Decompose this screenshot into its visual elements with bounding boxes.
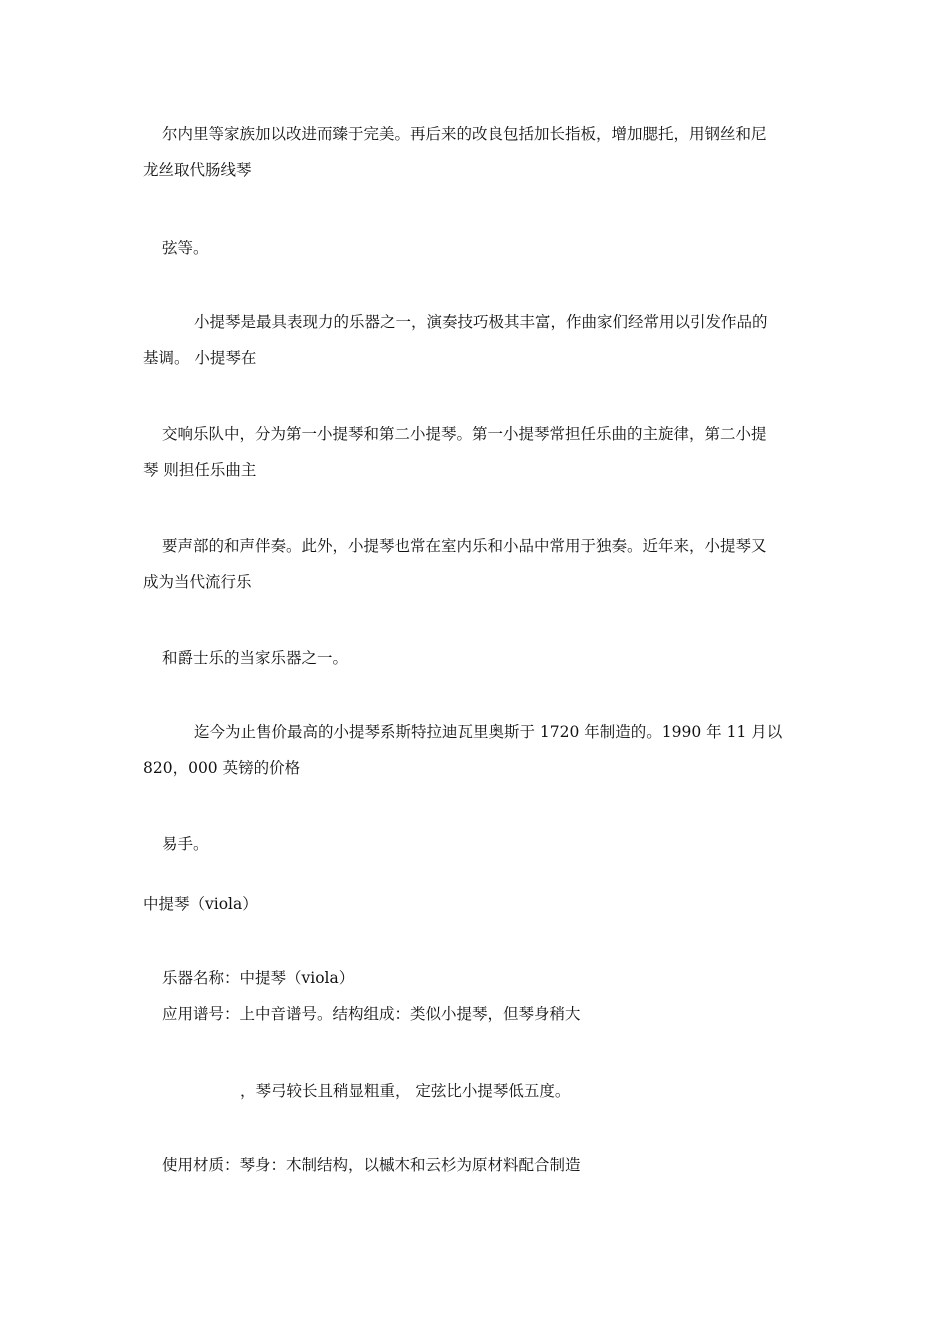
text-line-8: 要声部的和声伴奏。此外，小提琴也常在室内乐和小品中常用于独奏。近年来，小提琴又 [162,537,767,555]
text-line-4: 小提琴是最具表现力的乐器之一，演奏技巧极其丰富，作曲家们经常用以引发作品的 [194,313,768,331]
text-line-6: 交响乐队中，分为第一小提琴和第二小提琴。第一小提琴常担任乐曲的主旋律，第二小提 [162,425,767,443]
text-line-13: 易手。 [162,835,209,853]
text-line-12: 820，000 英镑的价格 [143,759,301,777]
text-line-2: 龙丝取代肠线琴 [143,161,252,179]
text-line-7: 琴 则担任乐曲主 [143,461,257,479]
text-line-18: 使用材质：琴身：木制结构，以槭木和云杉为原材料配合制造 [162,1156,581,1174]
text-line-15: 乐器名称：中提琴（viola） [162,969,355,987]
text-line-16: 应用谱号：上中音谱号。结构组成：类似小提琴，但琴身稍大 [162,1005,581,1023]
text-line-17: ，琴弓较长且稍显粗重， 定弦比小提琴低五度。 [240,1082,571,1100]
text-line-10: 和爵士乐的当家乐器之一。 [162,649,349,667]
text-line-11: 迄今为止售价最高的小提琴系斯特拉迪瓦里奥斯于 1720 年制造的。1990 年 11 月以 [194,723,783,741]
text-line-9: 成为当代流行乐 [143,573,252,591]
text-line-1: 尔内里等家族加以改进而臻于完美。再后来的改良包括加长指板，增加腮托，用钢丝和尼 [162,125,767,143]
section-heading: 中提琴（viola） [143,895,258,913]
text-line-3: 弦等。 [162,239,209,257]
text-line-5: 基调。 小提琴在 [143,349,257,367]
